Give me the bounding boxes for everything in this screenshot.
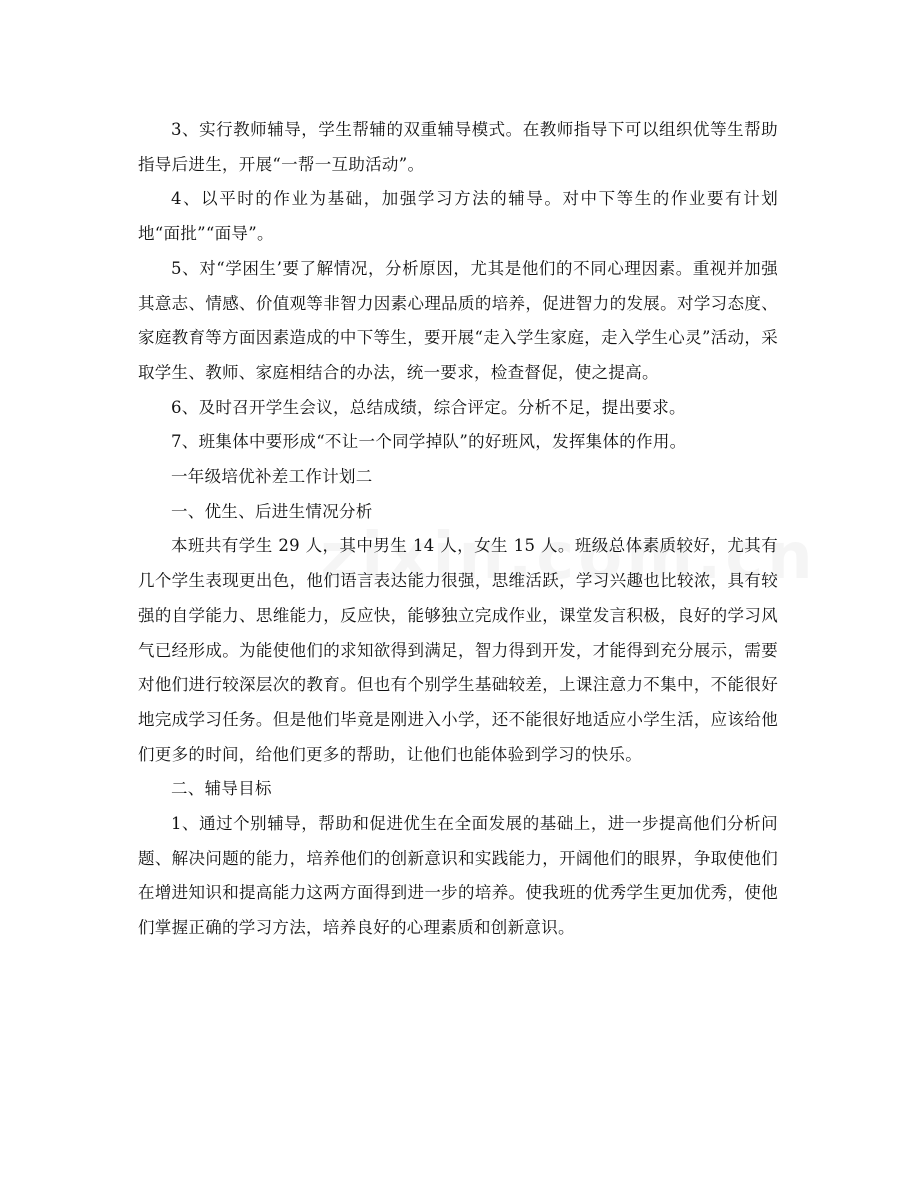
paragraph-item-4: 4、以平时的作业为基础，加强学习方法的辅导。对中下等生的作业要有计划地“面批”“面导”。: [138, 189, 778, 244]
heading-goals: 二、辅导目标: [171, 779, 272, 799]
paragraph-item-6: 6、及时召开学生会议，总结成绩，综合评定。分析不足，提出要求。: [171, 397, 686, 417]
document-body: [138, 113, 778, 946]
paragraph-item-3: 3、实行教师辅导，学生帮辅的双重辅导模式。在教师指导下可以组织优等生帮助指导后进生，开展“一帮一互助活动”。: [138, 120, 778, 174]
heading-analysis: 一、优生、后进生情况分析: [171, 501, 373, 521]
section-title: 一年级培优补差工作计划二: [171, 467, 373, 487]
paragraph-item-5: 5、对“学困生’要了解情况，分析原因，尤其是他们的不同心理因素。重视并加强其意志、情感、价值观等非智力因素心理品质的培养，促进智力的发展。对学习态度、家庭教育等方面因素造成的中下等生，要开展“走入学生家庭，走入学生心灵”活动，采取学生、教师、家庭相结合的办法，统一要求，检查督促，使之提高。: [138, 258, 778, 382]
paragraph-goal-1: 1、通过个别辅导，帮助和促进优生在全面发展的基础上，进一步提高他们分析问题、解决问题的能力，培养他们的创新意识和实践能力，开阔他们的眼界，争取使他们在增进知识和提高能力这两方面得到进一步的培养。使我班的优秀学生更加优秀，使他们掌握正确的学习方法，培养良好的心理素质和创新意识。: [138, 814, 778, 938]
paragraph-analysis: 本班共有学生 29 人，其中男生 14 人，女生 15 人。班级总体素质较好，尤其有几个学生表现更出色，他们语言表达能力很强，思维活跃，学习兴趣也比较浓，具有较强的自学能力、思维能力，反应快，能够独立完成作业，课堂发言积极，良好的学习风气已经形成。为能使他们的求知欲得到满足，智力得到开发，才能得到充分展示，需要对他们进行较深层次的教育。但也有个别学生基础较差，上课注意力不集中，不能很好地完成学习任务。但是他们毕竟是刚进入小学，还不能很好地适应小学生活，应该给他们更多的时间，给他们更多的帮助，让他们也能体验到学习的快乐。: [138, 536, 778, 764]
paragraph-item-7: 7、班集体中要形成“不让一个同学掉队”的好班风，发挥集体的作用。: [171, 432, 687, 452]
